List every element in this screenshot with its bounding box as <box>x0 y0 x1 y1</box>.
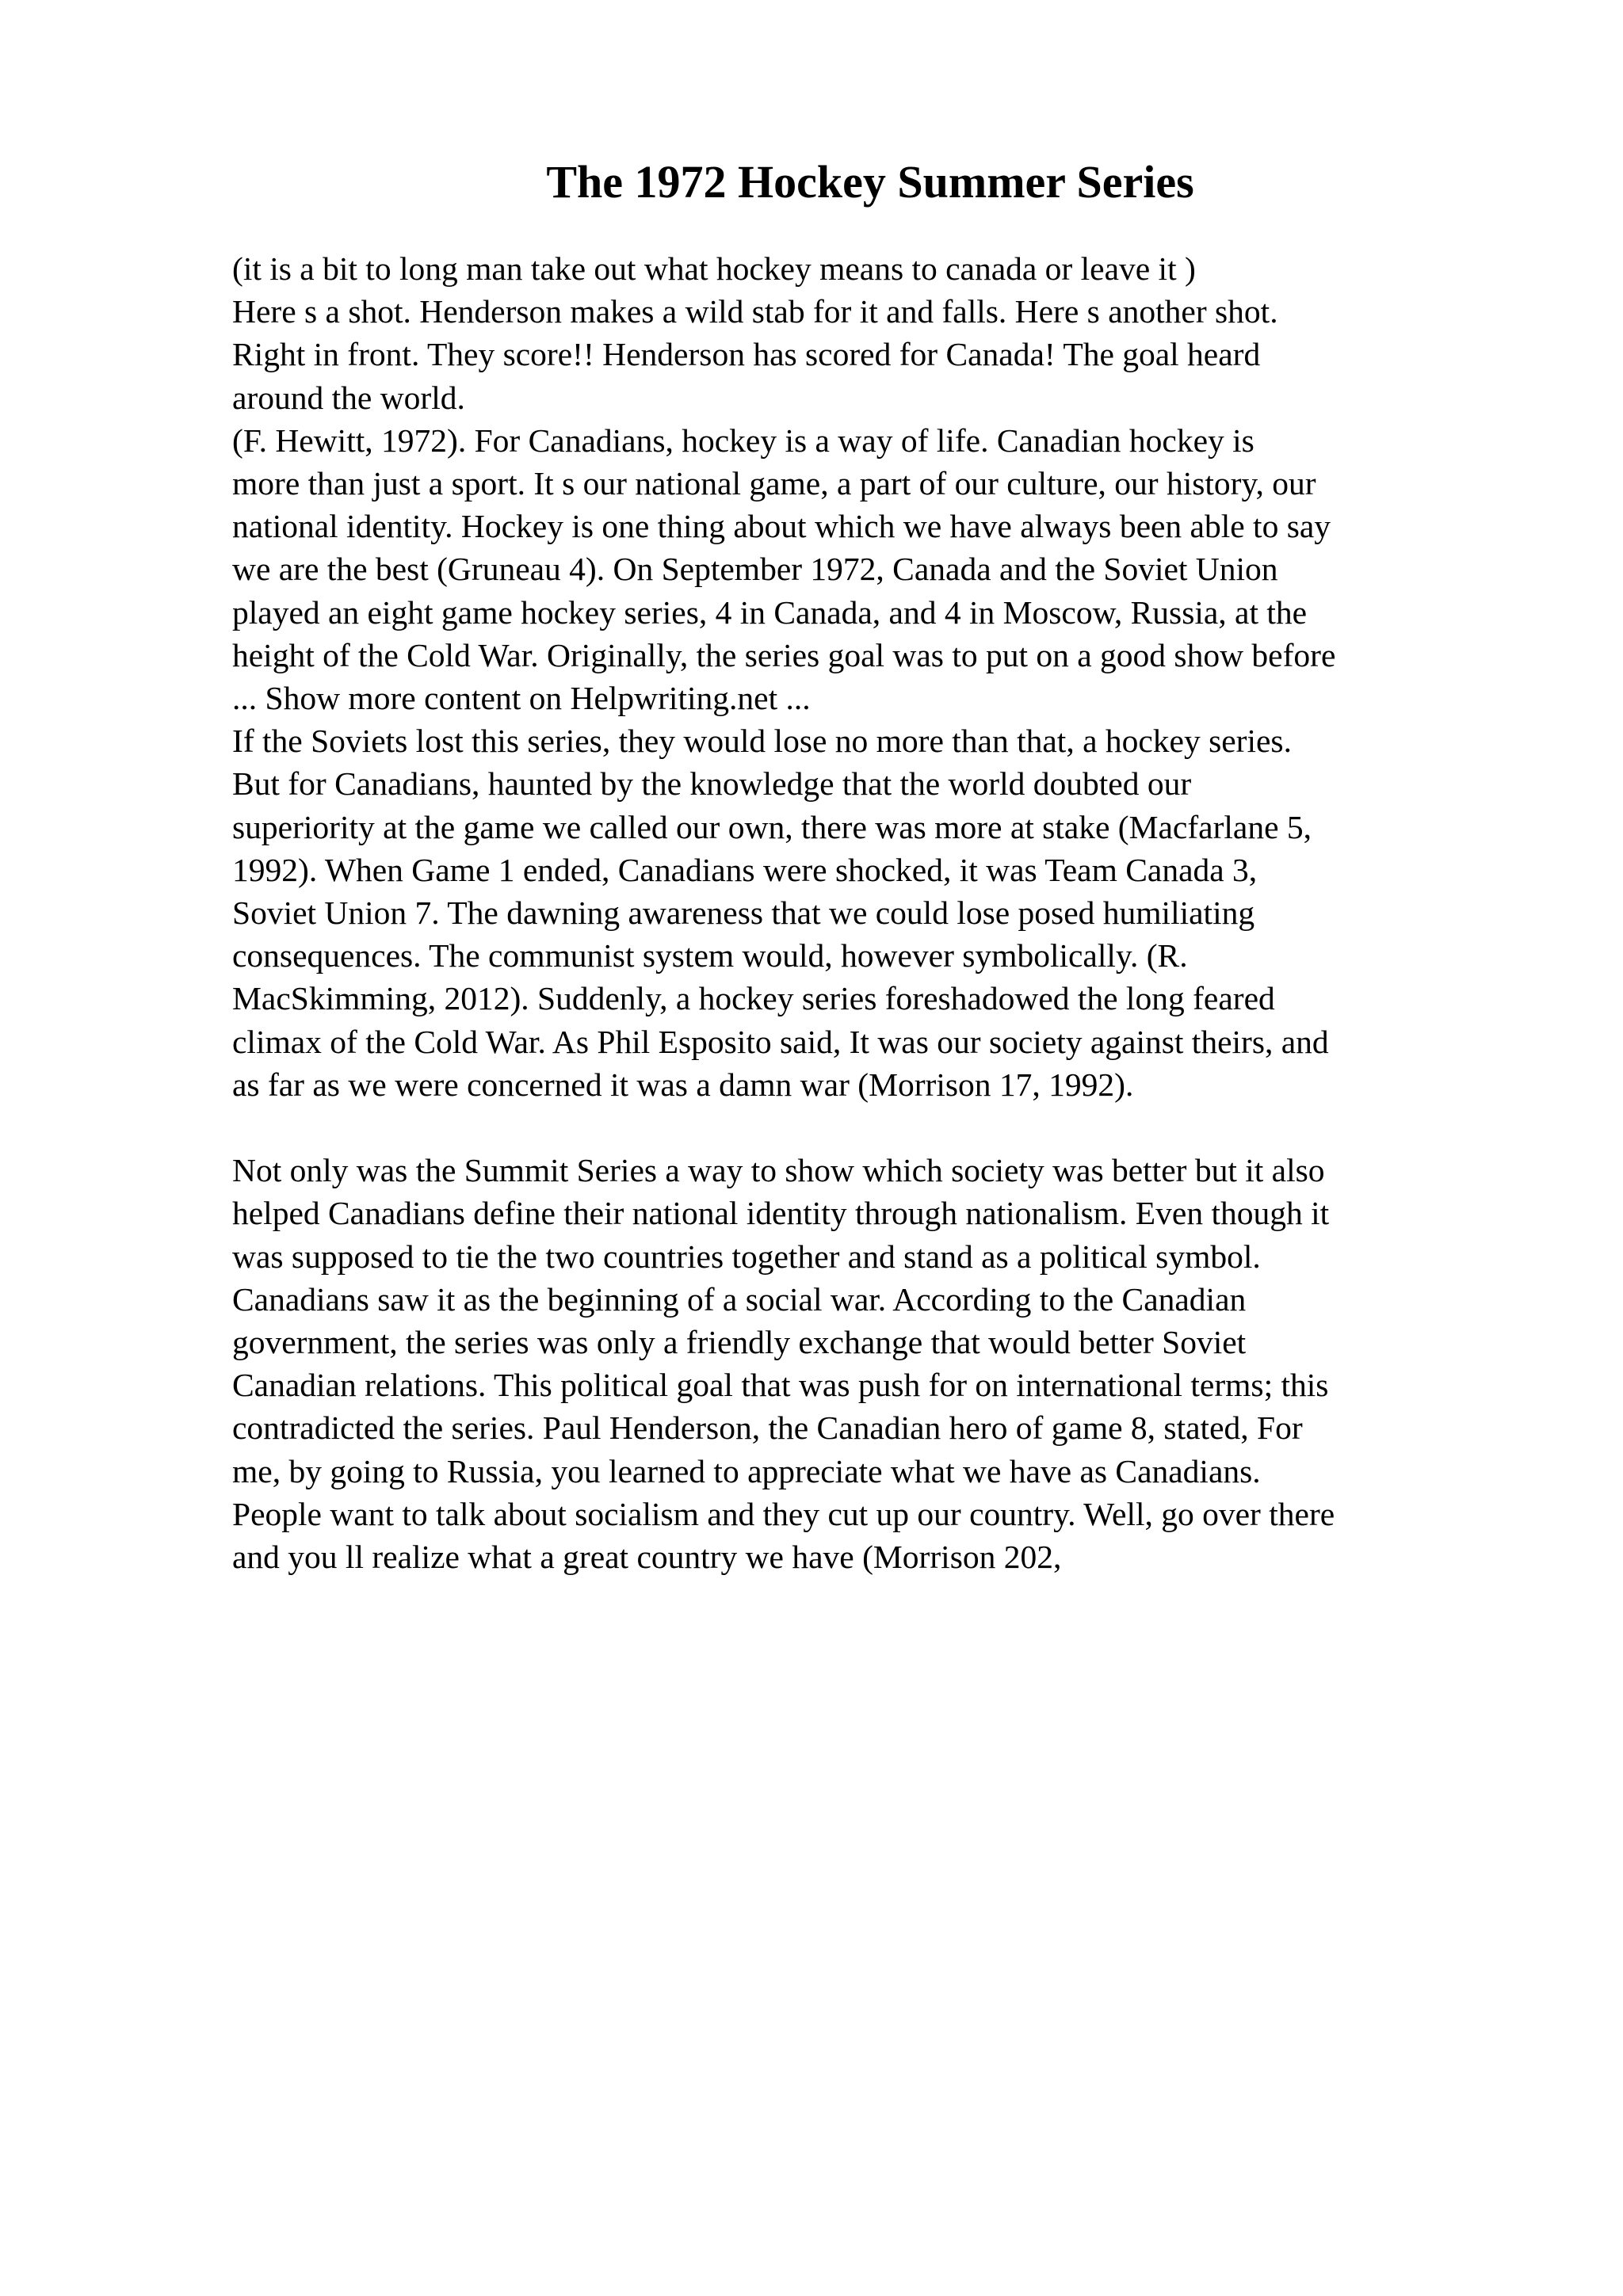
text-line: and you ll realize what a great country we have (Morrison 202, <box>232 1539 1062 1576</box>
text-line: was supposed to tie the two countries together and stand as a political symbol. <box>232 1238 1261 1275</box>
text-line: climax of the Cold War. As Phil Esposito said, It was our society against theirs, and <box>232 1023 1329 1060</box>
text-line: Canadians saw it as the beginning of a social war. According to the Canadian <box>232 1280 1247 1318</box>
text-line: as far as we were concerned it was a damn war (Morrison 17, 1992). <box>232 1066 1134 1103</box>
text-line: Soviet Union 7. The dawning awareness that we could lose posed humiliating <box>232 894 1255 932</box>
text-line: Not only was the Summit Series a way to show which society was better but it also <box>232 1152 1325 1189</box>
text-line: government, the series was only a friendly exchange that would better Soviet <box>232 1324 1247 1361</box>
text-line: more than just a sport. It s our national game, a part of our culture, our history, our <box>232 465 1316 502</box>
text-line: (it is a bit to long man take out what hockey means to canada or leave it ) <box>232 250 1196 287</box>
text-line: consequences. The communist system would, however symbolically. (R. <box>232 937 1188 974</box>
paragraph-break <box>232 1106 1516 1149</box>
document-title: The 1972 Hockey Summer Series <box>546 156 1194 208</box>
text-line: If the Soviets lost this series, they would lose no more than that, a hockey series. <box>232 723 1292 760</box>
text-line: People want to talk about socialism and they cut up our country. Well, go over there <box>232 1495 1335 1532</box>
text-line: superiority at the game we called our own, there was more at stake (Macfarlane 5, <box>232 808 1312 845</box>
text-line: height of the Cold War. Originally, the series goal was to put on a good show before <box>232 636 1336 673</box>
text-line: Canadian relations. This political goal that was push for on international terms; this <box>232 1367 1329 1404</box>
text-line: Here s a shot. Henderson makes a wild stab for it and falls. Here s another shot. <box>232 293 1278 330</box>
text-line: me, by going to Russia, you learned to appreciate what we have as Canadians. <box>232 1452 1261 1489</box>
document-body <box>232 247 1516 1578</box>
text-line: 1992). When Game 1 ended, Canadians were shocked, it was Team Canada 3, <box>232 851 1258 888</box>
text-line: Right in front. They score!! Henderson has scored for Canada! The goal heard <box>232 336 1261 373</box>
text-line: But for Canadians, haunted by the knowledge that the world doubted our <box>232 765 1192 803</box>
text-line: national identity. Hockey is one thing about which we have always been able to say <box>232 508 1331 545</box>
text-line: around the world. <box>232 379 465 416</box>
text-line: played an eight game hockey series, 4 in Canada, and 4 in Moscow, Russia, at the <box>232 593 1308 631</box>
text-line: (F. Hewitt, 1972). For Canadians, hockey is a way of life. Canadian hockey is <box>232 421 1254 459</box>
text-line: MacSkimming, 2012). Suddenly, a hockey series foreshadowed the long feared <box>232 980 1275 1017</box>
text-line: ... Show more content on Helpwriting.net ... <box>232 680 811 717</box>
text-line: helped Canadians define their national identity through nationalism. Even though it <box>232 1195 1330 1232</box>
text-line: contradicted the series. Paul Henderson, the Canadian hero of game 8, stated, For <box>232 1409 1303 1447</box>
text-line: we are the best (Gruneau 4). On September 1972, Canada and the Soviet Union <box>232 551 1278 588</box>
